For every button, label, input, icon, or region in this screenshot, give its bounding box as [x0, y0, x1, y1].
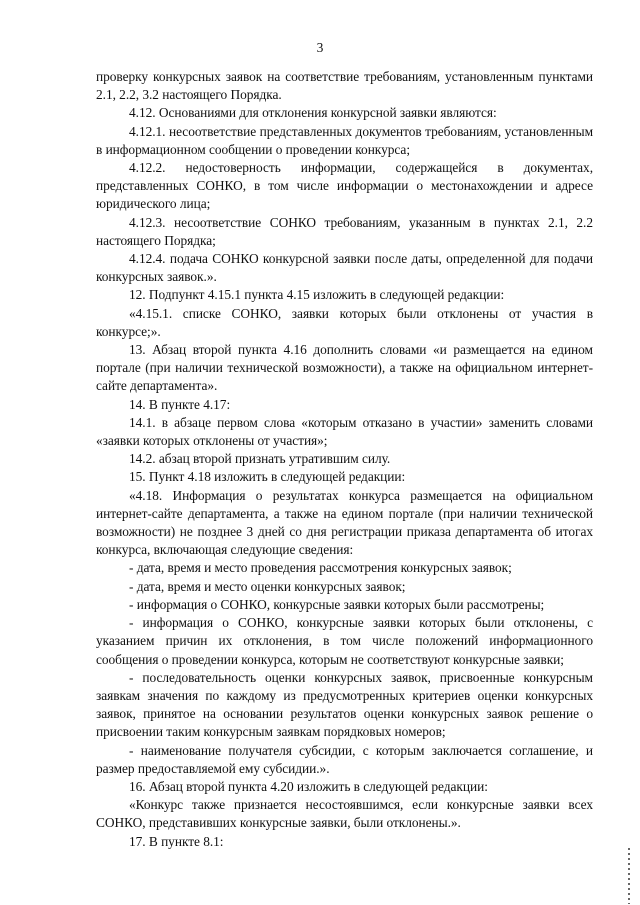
- paragraph: 14.2. абзац второй признать утратившим силу.: [129, 451, 391, 467]
- scan-artifact: [628, 848, 630, 904]
- paragraph: 4.12.2. недостоверность информации, содержащейся в документах, представленных СОНКО, в том числе информации о местонахождении и адресе юридического лица;: [96, 160, 593, 212]
- paragraph: 14.1. в абзаце первом слова «которым отказано в участии» заменить словами «заявки которых отклонены от участия»;: [96, 414, 593, 449]
- paragraph: «4.18. Информация о результатах конкурса размещается на официальном интернет-сайте департамента, а также на едином портале (при наличии технической возможности) не позднее 3 дней со дня регистрации приказа департамента об итогах конкурса, включающая следующие сведения:: [96, 487, 593, 558]
- paragraph: 4.12.3. несоответствие СОНКО требованиям, указанным в пунктах 2.1, 2.2 настоящего Порядка;: [96, 214, 593, 248]
- list-item: - информация о СОНКО, конкурсные заявки которых были рассмотрены;: [129, 596, 545, 612]
- paragraph: 4.12. Основаниями для отклонения конкурсной заявки являются:: [129, 105, 497, 121]
- list-item: - дата, время и место оценки конкурсных заявок;: [129, 578, 406, 594]
- list-item: - информация о СОНКО, конкурсные заявки которых были отклонены, с указанием причин их отклонения, в том числе положений информационного сообщения о проведении конкурса, которым не соответствуют конкурсные заявки;: [96, 615, 593, 667]
- list-item: - наименование получателя субсидии, с которым заключается соглашение, и размер предоставляемой ему субсидии.».: [96, 742, 593, 776]
- list-item: - последовательность оценки конкурсных заявок, присвоенные конкурсным заявкам значения по каждому из предусмотренных критериев оценки конкурсных заявок, принятое на основании результатов оценки конкурсных заявок решение о присвоении таким конкурсным заявкам порядковых номеров;: [96, 669, 593, 740]
- paragraph: 13. Абзац второй пункта 4.16 дополнить словами «и размещается на едином портале (при наличии технической возможности), а также на официальном интернет-сайте департамента».: [96, 342, 593, 394]
- document-body: [96, 68, 593, 851]
- page-number: 3: [316, 40, 324, 55]
- paragraph: 15. Пункт 4.18 изложить в следующей редакции:: [129, 469, 406, 485]
- paragraph: 17. В пункте 8.1:: [129, 833, 224, 849]
- paragraph: 14. В пункте 4.17:: [129, 396, 231, 412]
- paragraph: 4.12.4. подача СОНКО конкурсной заявки после даты, определенной для подачи конкурсных заявок.».: [96, 251, 593, 285]
- paragraph: проверку конкурсных заявок на соответствие требованиям, установленным пунктами 2.1, 2.2, 3.2 настоящего Порядка.: [96, 69, 593, 103]
- paragraph: 4.12.1. несоответствие представленных документов требованиям, установленным в информационном сообщении о проведении конкурса;: [96, 123, 593, 157]
- list-item: - дата, время и место проведения рассмотрения конкурсных заявок;: [129, 560, 512, 576]
- paragraph: «4.15.1. списке СОНКО, заявки которых были отклонены от участия в конкурсе;».: [96, 305, 593, 339]
- paragraph: 16. Абзац второй пункта 4.20 изложить в следующей редакции:: [129, 778, 488, 794]
- paragraph: «Конкурс также признается несостоявшимся, если конкурсные заявки всех СОНКО, представивших конкурсные заявки, были отклонены.».: [96, 797, 593, 831]
- paragraph: 12. Подпункт 4.15.1 пункта 4.15 изложить в следующей редакции:: [129, 287, 505, 303]
